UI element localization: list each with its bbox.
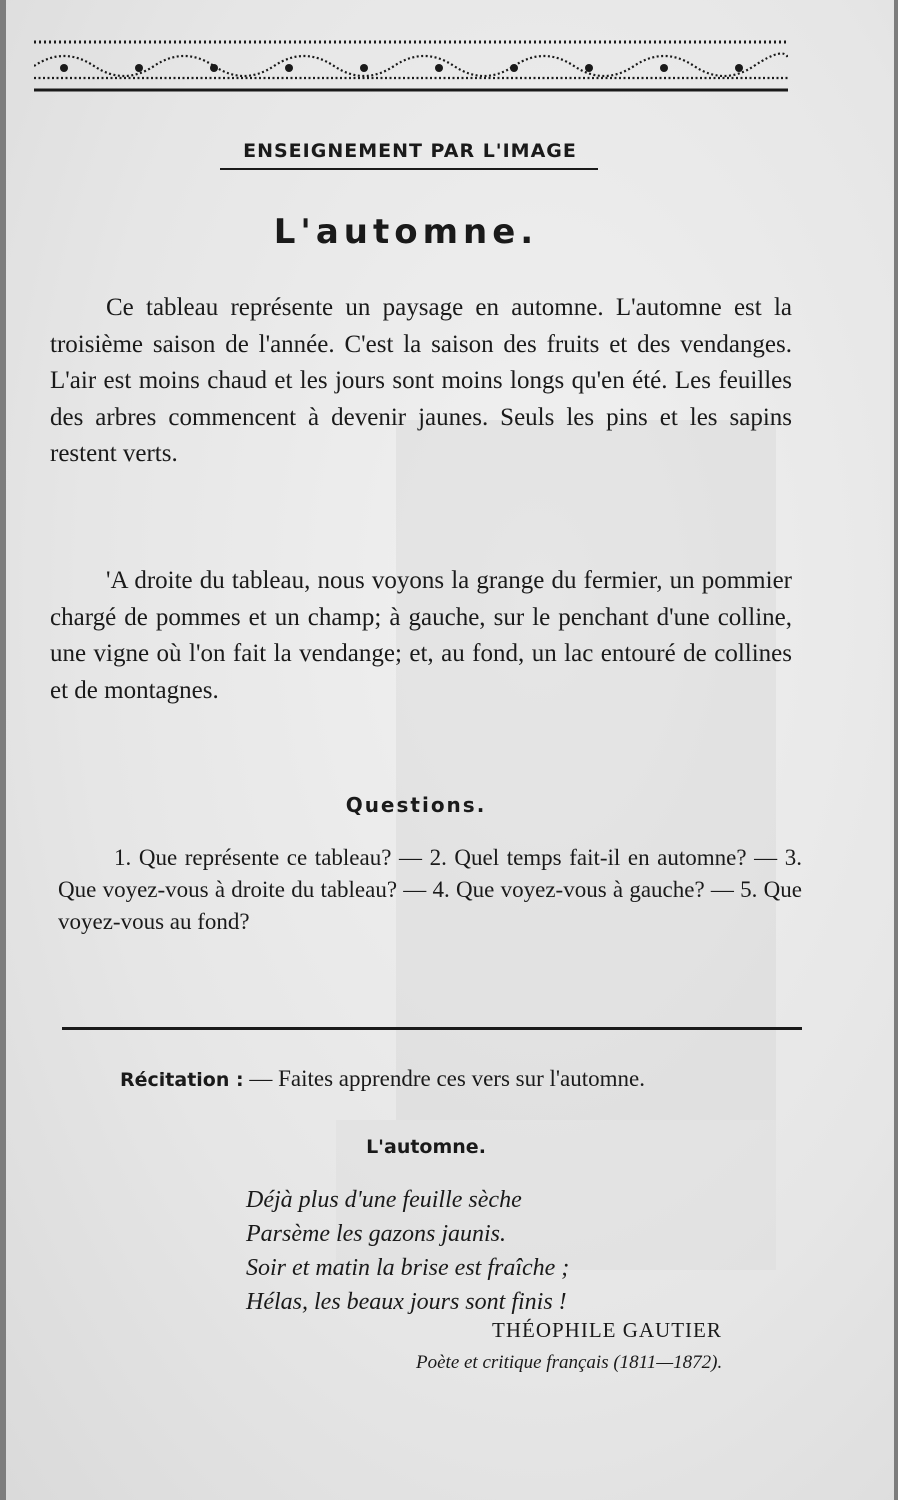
poem-line: Déjà plus d'une feuille sèche	[246, 1187, 522, 1213]
paragraph-2: 'A droite du tableau, nous voyons la grange du fermier, un pommier chargé de pommes et un champ; à gauche, sur le penchant d'une colline, une vigne où l'on fait la vendange; et, au fond, un lac entouré de collines et de montagnes.	[50, 567, 792, 704]
decorative-border-ornament	[34, 38, 788, 94]
recitation-label: Récitation :	[120, 1069, 244, 1091]
poem	[246, 1183, 786, 1319]
recitation-line	[120, 1066, 810, 1092]
poem-author: THÉOPHILE GAUTIER	[492, 1318, 722, 1342]
poem-line: Soir et matin la brise est fraîche ;	[246, 1255, 570, 1281]
poem-line: Hélas, les beaux jours sont finis !	[246, 1289, 567, 1315]
author-note: Poète et critique français (1811—1872).	[416, 1352, 723, 1373]
recitation-text: — Faites apprendre ces vers sur l'automne.	[243, 1066, 646, 1091]
paragraph-1: Ce tableau représente un paysage en automne. L'automne est la troisième saison de l'année. C'est la saison des fruits et des vendanges. L'air est moins chaud et les jours sont moins longs qu'en été. Les feuilles des arbres commencent à devenir jaunes. Seuls les pins et les sapins restent verts.	[50, 294, 792, 467]
questions-text: 1. Que représente ce tableau? — 2. Quel temps fait-il en automne? — 3. Que voyez-vous à droite du tableau? — 4. Que voyez-vous à gauche? — 5. Que voyez-vous au fond?	[58, 845, 802, 934]
poem-line: Parsème les gazons jaunis.	[246, 1221, 506, 1247]
questions-title: Questions.	[345, 793, 487, 817]
page-title: L'automne.	[273, 212, 539, 252]
poem-title: L'automne.	[366, 1136, 486, 1158]
section-divider	[62, 1027, 802, 1030]
section-header: ENSEIGNEMENT PAR L'IMAGE	[243, 140, 577, 162]
header-underline	[220, 168, 598, 170]
page	[6, 0, 894, 1500]
